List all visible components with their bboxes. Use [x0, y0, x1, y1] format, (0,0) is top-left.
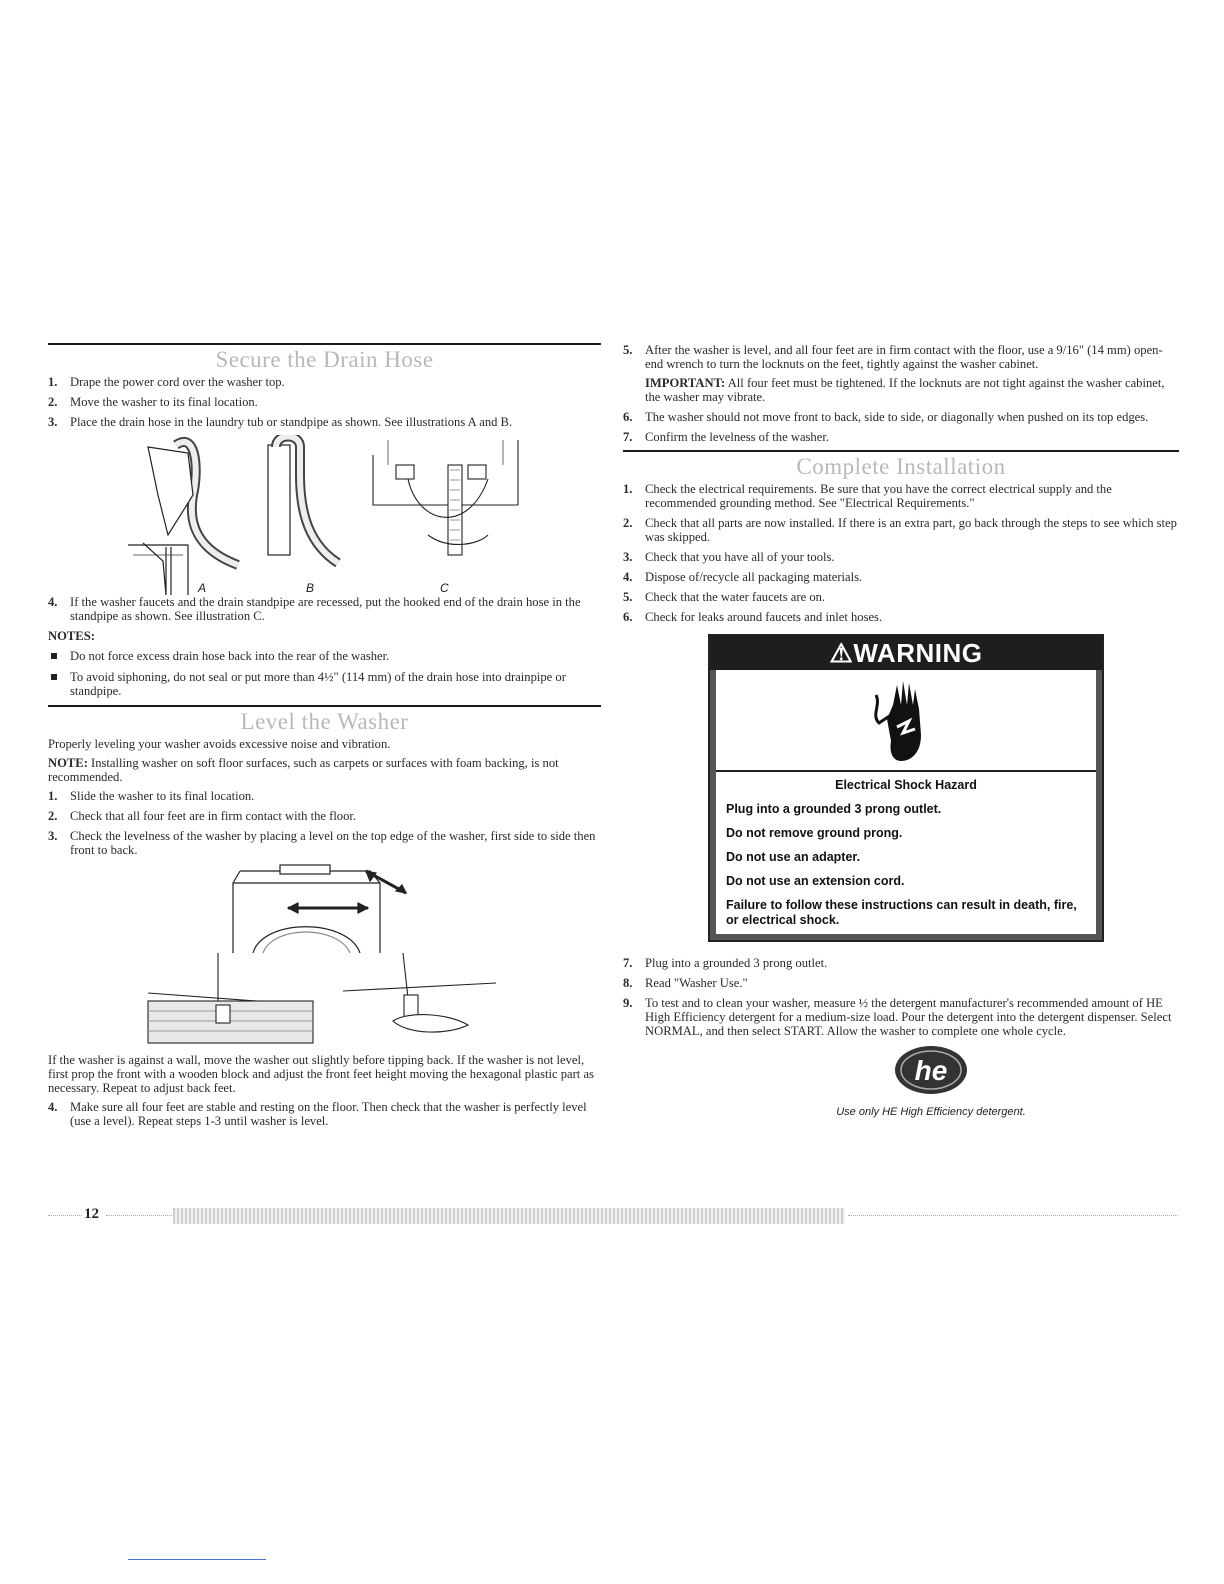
notes-list — [48, 649, 601, 698]
warning-line: Plug into a grounded 3 prong outlet. — [726, 802, 942, 816]
level-note — [48, 756, 601, 784]
step-number: 3. — [48, 415, 58, 429]
step-text: To test and to clean your washer, measure ½ the detergent manufacturer's recommended amount of HE High Efficiency detergent for a medium-size load. Pour the detergent into the detergent dispenser. Select NORMAL, and then select START. Allow the washer to complete one whole cycle. — [645, 996, 1172, 1038]
level-continued-steps — [623, 343, 1179, 444]
step-text: After the washer is level, and all four feet are in firm contact with the floor, use a 9/16" (14 mm) open-end wrench to turn the locknuts on the feet, tightly against the washer cabinet. — [645, 343, 1163, 371]
he-logo-icon — [891, 1044, 971, 1098]
step-number: 6. — [623, 410, 633, 424]
step-number: 2. — [623, 516, 633, 530]
list-item — [623, 610, 1179, 624]
warning-line: Failure to follow these instructions can result in death, fire, or electrical shock. — [726, 898, 1077, 927]
list-item — [623, 410, 1179, 424]
step-text: Confirm the levelness of the washer. — [645, 430, 829, 444]
step-text: Check the electrical requirements. Be sure that you have the correct electrical supply and the recommended grounding method. See "Electrical Requirements." — [645, 482, 1112, 510]
hazard-title: Electrical Shock Hazard — [835, 778, 977, 792]
step-number: 1. — [48, 375, 58, 389]
level-step-4 — [48, 1100, 601, 1128]
complete-steps — [623, 482, 1179, 624]
note-text: Installing washer on soft floor surfaces, such as carpets or surfaces with foam backing, is not recommended. — [48, 756, 559, 784]
illustration-b-standpipe — [268, 437, 338, 564]
blue-underline — [128, 1559, 266, 1560]
illustration-label-a: A — [198, 581, 207, 595]
shock-hazard-icon — [716, 670, 1096, 772]
step-text: Slide the washer to its final location. — [70, 789, 255, 803]
list-item — [623, 590, 1179, 604]
drain-step-4 — [48, 595, 601, 623]
page-footer — [48, 1206, 1178, 1226]
left-column — [48, 343, 601, 1134]
illustration-c-recessed-box — [373, 440, 518, 555]
illustration-a-laundry-tub — [128, 442, 238, 595]
list-item — [623, 516, 1179, 544]
list-item — [623, 550, 1179, 564]
illustration-label-c: C — [440, 581, 449, 595]
warning-heading: ⚠WARNING — [710, 636, 1102, 670]
drain-hose-heading: Secure the Drain Hose — [215, 347, 434, 372]
step-number: 1. — [623, 482, 633, 496]
list-item — [623, 996, 1179, 1038]
list-item: Do not force excess drain hose back into the rear of the washer. — [48, 649, 601, 663]
step-text: Make sure all four feet are stable and resting on the floor. Then check that the washer is perfectly level (use a level). Repeat steps 1-3 until washer is level. — [70, 1100, 587, 1128]
step-number: 3. — [623, 550, 633, 564]
step-number: 6. — [623, 610, 633, 624]
final-steps — [623, 956, 1179, 1038]
note-label: NOTE: — [48, 756, 88, 770]
step-number: 8. — [623, 976, 633, 990]
level-intro: Properly leveling your washer avoids excessive noise and vibration. — [48, 737, 391, 751]
step-text: Move the washer to its final location. — [70, 395, 258, 409]
step-number: 3. — [48, 829, 58, 843]
footer-bar — [173, 1208, 845, 1224]
list-item — [48, 789, 601, 803]
step-number: 2. — [48, 809, 58, 823]
list-item — [623, 976, 1179, 990]
hand-shock-icon — [871, 675, 941, 765]
complete-installation-heading: Complete Installation — [796, 454, 1006, 479]
notes-heading: NOTES: — [48, 629, 95, 643]
list-item — [623, 482, 1179, 510]
step-number: 4. — [48, 595, 58, 609]
list-item — [623, 956, 1179, 970]
he-logo-text: he — [914, 1055, 948, 1086]
warning-line: Do not use an adapter. — [726, 850, 861, 864]
step-text: Check that all four feet are in firm contact with the floor. — [70, 809, 357, 823]
step-text: Check that all parts are now installed. If there is an extra part, go back through the steps to see which step was skipped. — [645, 516, 1177, 544]
step-text: Read "Washer Use." — [645, 976, 748, 990]
he-logo-wrap — [683, 1044, 1179, 1101]
list-item — [48, 809, 601, 823]
step-number: 1. — [48, 789, 58, 803]
step-text: Check that the water faucets are on. — [645, 590, 826, 604]
list-item — [623, 430, 1179, 444]
step-text: Drape the power cord over the washer top. — [70, 375, 285, 389]
list-item — [48, 595, 601, 623]
step-text: Place the drain hose in the laundry tub or standpipe as shown. See illustrations A and B. — [70, 415, 513, 429]
illustration-label-b: B — [306, 581, 315, 595]
important-text: All four feet must be tightened. If the locknuts are not tight against the washer cabinet, the washer may vibrate. — [645, 376, 1165, 404]
right-column — [623, 343, 1179, 1119]
step-number: 5. — [623, 590, 633, 604]
step-number: 9. — [623, 996, 633, 1010]
step-text: Dispose of/recycle all packaging materials. — [645, 570, 863, 584]
drain-hose-illustration — [48, 435, 601, 595]
step-text: If the washer faucets and the drain standpipe are recessed, put the hooked end of the drain hose in the standpipe as shown. See illustration C. — [70, 595, 581, 623]
step-number: 7. — [623, 430, 633, 444]
leveling-feet-illustration — [48, 953, 601, 1053]
important-note — [645, 376, 1179, 404]
list-item — [48, 415, 601, 429]
warning-text — [716, 772, 1096, 934]
step-number: 5. — [623, 343, 633, 357]
step-number: 2. — [48, 395, 58, 409]
washer-level-illustration — [48, 863, 601, 953]
warning-line: Do not use an extension cord. — [726, 874, 905, 888]
page-number: 12 — [84, 1206, 99, 1222]
important-label: IMPORTANT: — [645, 376, 726, 390]
list-item — [623, 343, 1179, 404]
warning-box — [708, 634, 1104, 942]
footer-dots — [48, 1215, 82, 1216]
drain-steps — [48, 375, 601, 429]
he-caption: Use only HE High Efficiency detergent. — [836, 1106, 1026, 1118]
list-item — [48, 375, 601, 389]
step-text: Check that you have all of your tools. — [645, 550, 835, 564]
step-text: Check for leaks around faucets and inlet hoses. — [645, 610, 883, 624]
step-number: 4. — [48, 1100, 58, 1114]
level-washer-heading: Level the Washer — [240, 709, 409, 734]
list-item — [48, 395, 601, 409]
list-item — [48, 1100, 601, 1128]
step-text: The washer should not move front to back, side to side, or diagonally when pushed on its top edges. — [645, 410, 1149, 424]
footer-dots — [848, 1215, 1178, 1216]
step-number: 7. — [623, 956, 633, 970]
list-item — [623, 570, 1179, 584]
leveling-tip: If the washer is against a wall, move the washer out slightly before tipping back. If the washer is not level, first prop the front with a wooden block and adjust the front feet height moving the hexagonal plastic part as necessary. Repeat to adjust back feet. — [48, 1053, 594, 1095]
step-number: 4. — [623, 570, 633, 584]
footer-dots — [106, 1215, 172, 1216]
step-text: Check the levelness of the washer by placing a level on the top edge of the washer, first side to side then front to back. — [70, 829, 596, 857]
level-steps — [48, 789, 601, 857]
step-text: Plug into a grounded 3 prong outlet. — [645, 956, 828, 970]
list-item — [48, 829, 601, 857]
list-item: To avoid siphoning, do not seal or put more than 4½" (114 mm) of the drain hose into drainpipe or standpipe. — [48, 670, 601, 698]
warning-line: Do not remove ground prong. — [726, 826, 903, 840]
